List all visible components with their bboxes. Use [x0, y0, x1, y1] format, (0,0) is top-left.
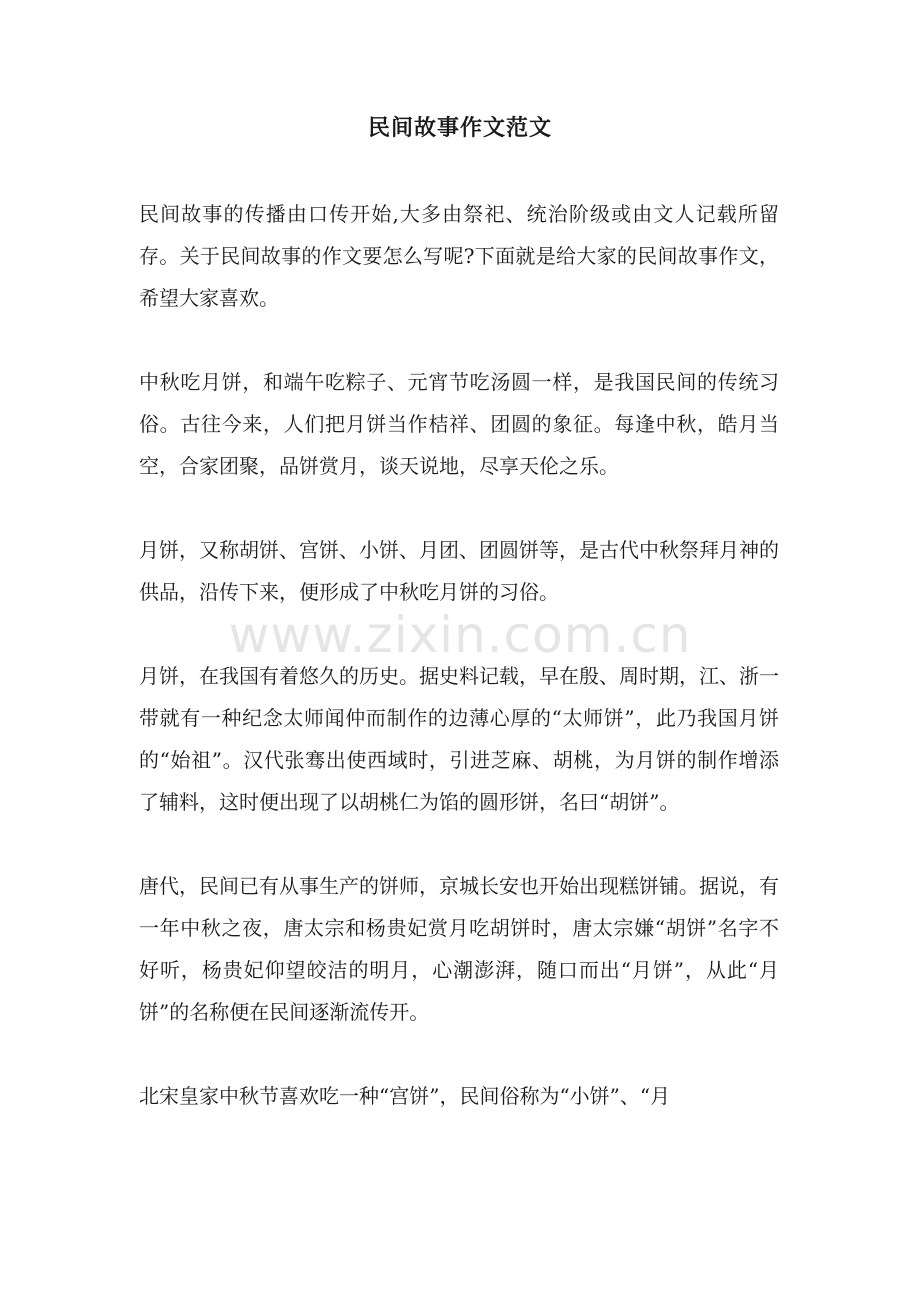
document-body [139, 193, 779, 1159]
paragraph-tang-dynasty: 唐代，民间已有从事生产的饼师，京城长安也开始出现糕饼铺。据说，有一年中秋之夜，唐太宗和杨贵妃赏月吃胡饼时，唐太宗嫌“胡饼”名字不好听，杨贵妃仰望皎洁的明月，心潮澎湃，随口而出“月饼”，从此“月饼”的名称便在民间逐渐流传开。 [139, 874, 779, 1024]
paragraph-mooncake-history: 月饼，在我国有着悠久的历史。据史料记载，早在殷、周时期，江、浙一带就有一种纪念太师闻仲而制作的边薄心厚的“太师饼”，此乃我国月饼的“始祖”。汉代张骞出使西域时，引进芝麻、胡桃，为月饼的制作增添了辅料，这时便出现了以胡桃仁为馅的圆形饼，名曰“胡饼”。 [139, 664, 779, 814]
paragraph-northern-song: 北宋皇家中秋节喜欢吃一种“宫饼”，民间俗称为“小饼”、“月 [139, 1084, 671, 1108]
paragraph-mid-autumn-custom: 中秋吃月饼，和端午吃粽子、元宵节吃汤圆一样，是我国民间的传统习俗。古往今来，人们把月饼当作桔祥、团圆的象征。每逢中秋，皓月当空，合家团聚，品饼赏月，谈天说地，尽享天伦之乐。 [139, 370, 779, 478]
document-title: 民间故事作文范文 [367, 115, 552, 141]
paragraph-intro: 民间故事的传播由口传开始,大多由祭祀、统治阶级或由文人记载所留存。关于民间故事的作文要怎么写呢?下面就是给大家的民间故事作文，希望大家喜欢。 [139, 202, 779, 310]
paragraph-mooncake-names: 月饼，又称胡饼、宫饼、小饼、月团、团圆饼等，是古代中秋祭拜月神的供品，沿传下来，便形成了中秋吃月饼的习俗。 [139, 538, 779, 604]
watermark-text: www.zixin.com.cn [228, 606, 692, 664]
